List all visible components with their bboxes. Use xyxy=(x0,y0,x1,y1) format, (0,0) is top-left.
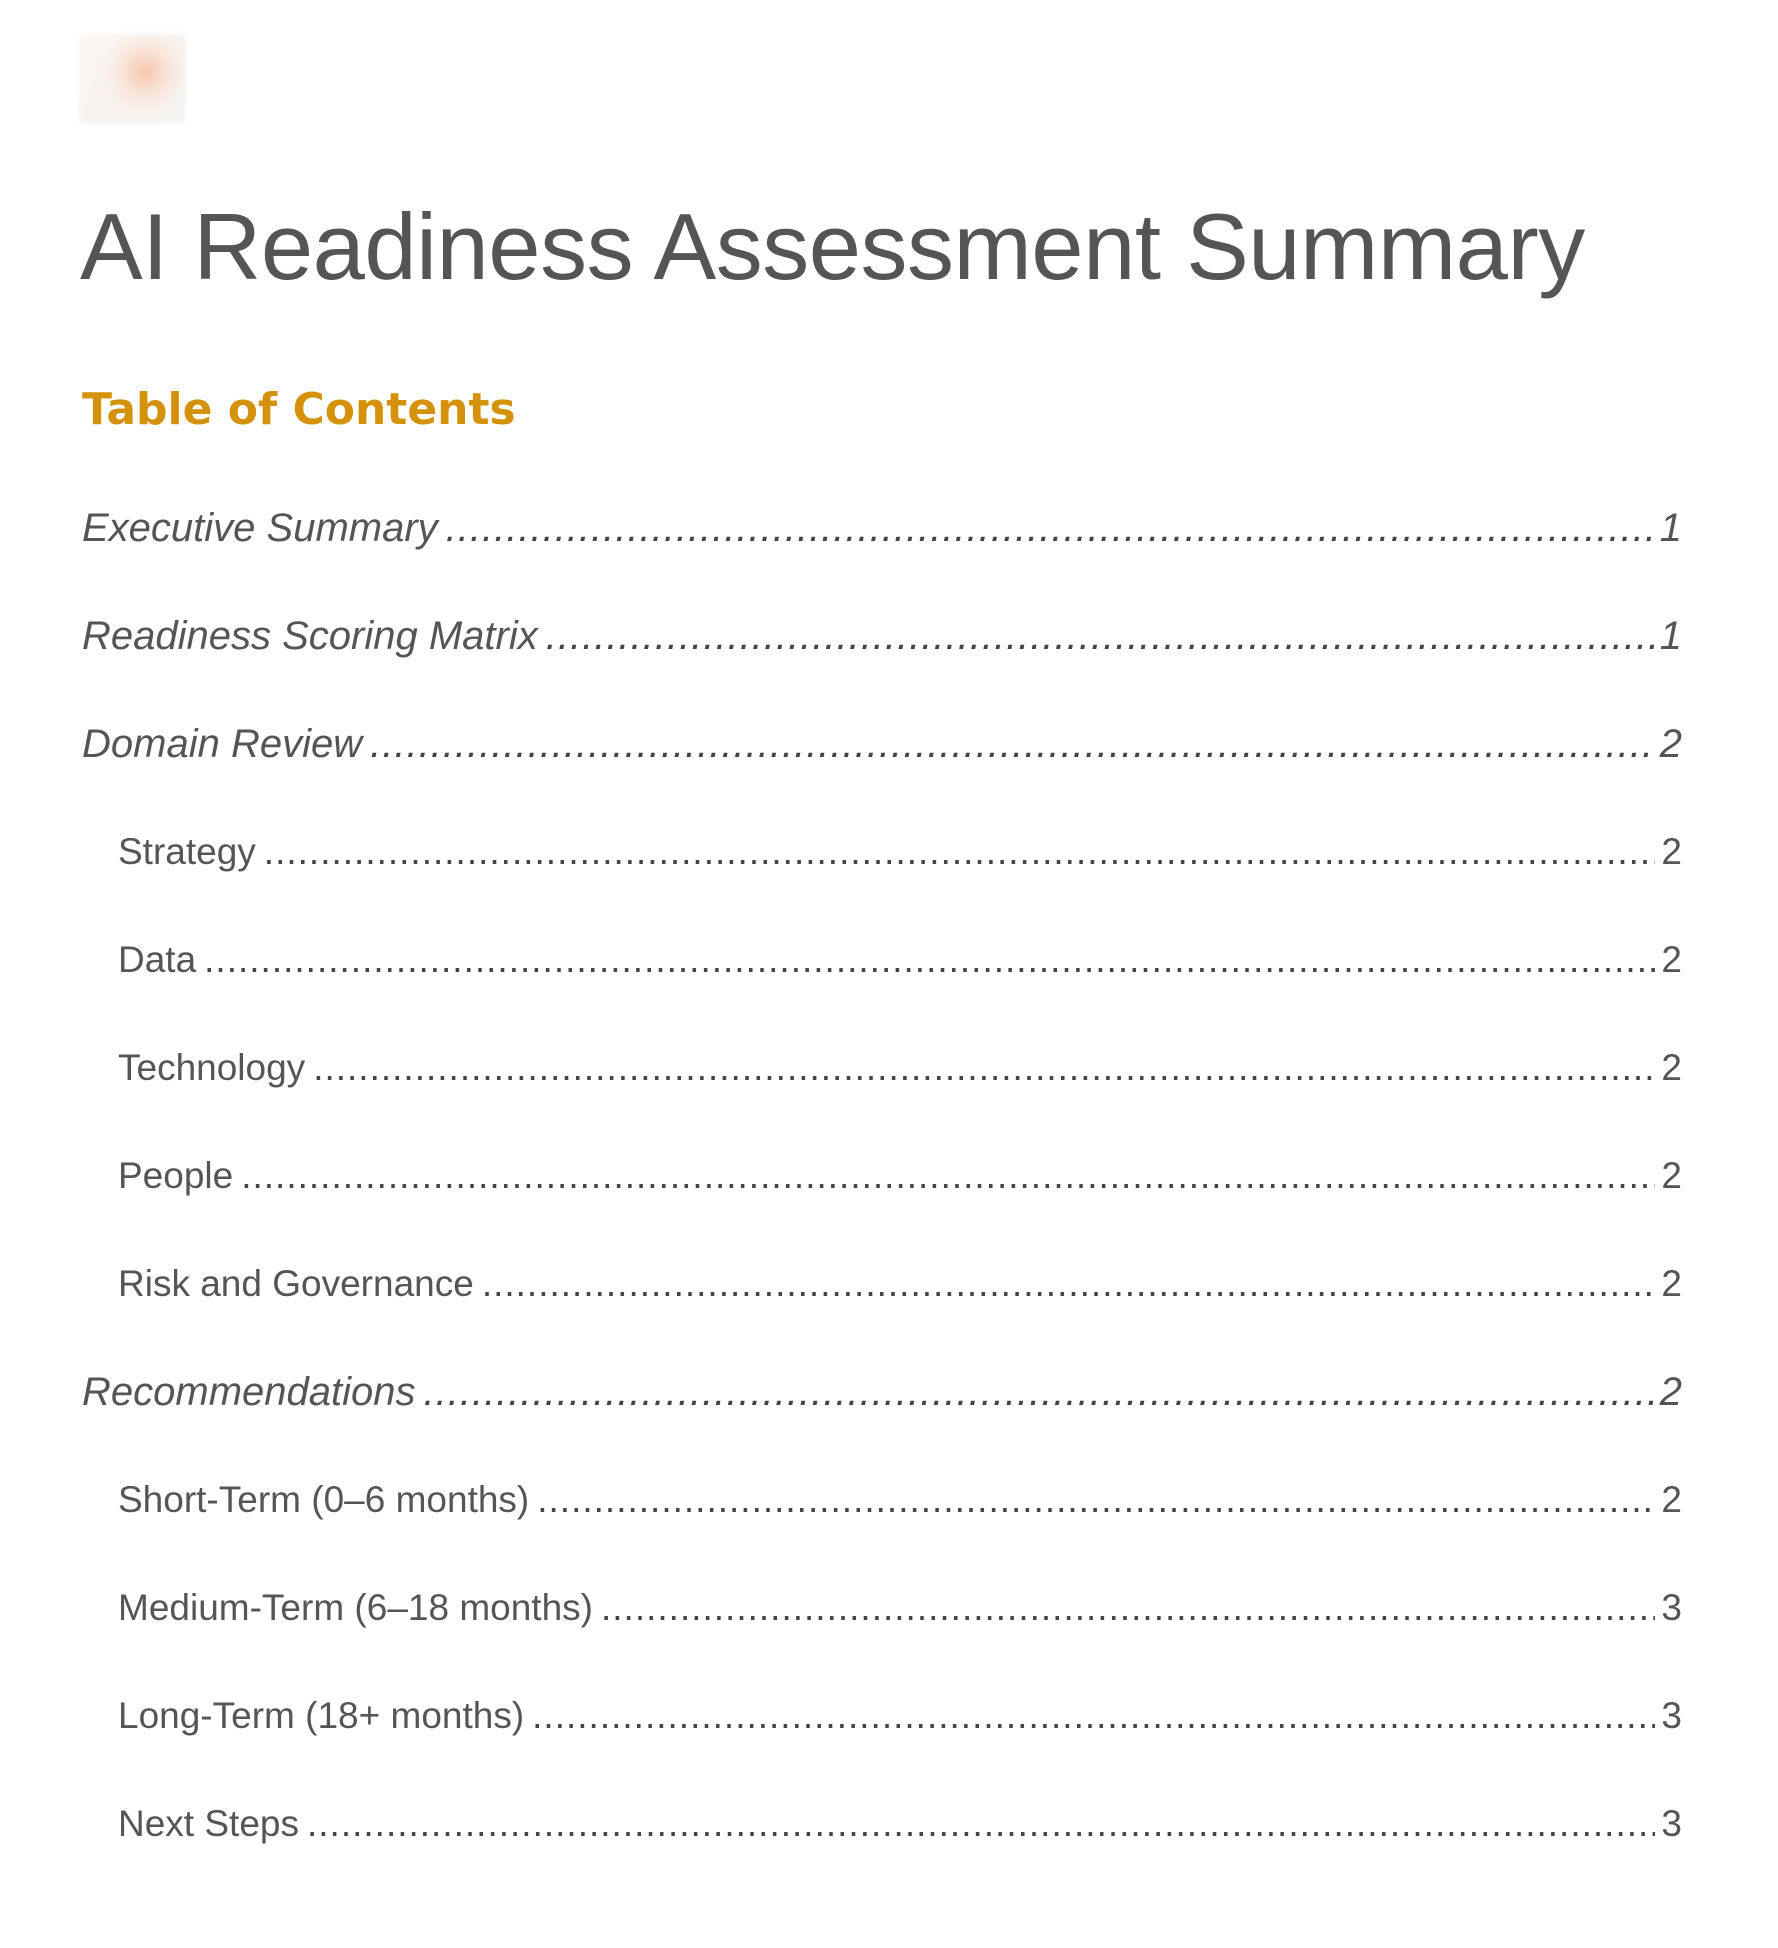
toc-page-number: 2 xyxy=(1661,831,1682,872)
toc-entry-label: Recommendations xyxy=(82,1370,416,1414)
toc-dot-leader xyxy=(532,1688,1655,1744)
toc-entry-data[interactable] xyxy=(82,932,1682,1040)
toc-entry-label: Next Steps xyxy=(118,1803,299,1844)
toc-entry-label: Readiness Scoring Matrix xyxy=(82,614,538,658)
toc-entry-label: People xyxy=(118,1155,234,1196)
toc-entry-short-term[interactable] xyxy=(82,1472,1682,1580)
toc-entry-label: Data xyxy=(118,939,197,980)
toc-dot-leader xyxy=(313,1040,1655,1096)
toc-entry-domain-review[interactable] xyxy=(82,716,1682,824)
toc-dot-leader xyxy=(241,1148,1655,1204)
toc-page-number: 3 xyxy=(1661,1803,1682,1844)
toc-dot-leader xyxy=(537,1472,1655,1528)
toc-page-number: 3 xyxy=(1661,1587,1682,1628)
toc-entry-label: Short-Term (0–6 months) xyxy=(118,1479,530,1520)
toc-page-number: 3 xyxy=(1661,1695,1682,1736)
toc-entry-label: Technology xyxy=(118,1047,306,1088)
toc-entry-label: Medium-Term (6–18 months) xyxy=(118,1587,593,1628)
toc-dot-leader xyxy=(307,1796,1655,1852)
toc-entry-long-term[interactable] xyxy=(82,1688,1682,1796)
table-of-contents xyxy=(82,500,1682,1904)
toc-dot-leader xyxy=(446,500,1654,556)
toc-page-number: 1 xyxy=(1659,506,1682,550)
toc-dot-leader xyxy=(601,1580,1655,1636)
toc-dot-leader xyxy=(370,716,1654,772)
toc-entry-medium-term[interactable] xyxy=(82,1580,1682,1688)
toc-entry-next-steps[interactable] xyxy=(82,1796,1682,1904)
toc-page-number: 2 xyxy=(1661,1263,1682,1304)
document-title: AI Readiness Assessment Summary xyxy=(80,194,1585,299)
toc-entry-label: Domain Review xyxy=(82,722,363,766)
toc-entry-label: Risk and Governance xyxy=(118,1263,474,1304)
toc-entry-readiness-scoring-matrix[interactable] xyxy=(82,608,1682,716)
toc-entry-recommendations[interactable] xyxy=(82,1364,1682,1472)
toc-entry-risk-and-governance[interactable] xyxy=(82,1256,1682,1364)
toc-page-number: 2 xyxy=(1661,1047,1682,1088)
toc-dot-leader xyxy=(424,1364,1654,1420)
toc-entry-label: Long-Term (18+ months) xyxy=(118,1695,525,1736)
toc-page-number: 2 xyxy=(1659,1370,1682,1414)
toc-page-number: 1 xyxy=(1659,614,1682,658)
company-logo-icon xyxy=(78,34,186,124)
toc-dot-leader xyxy=(264,824,1656,880)
toc-dot-leader xyxy=(546,608,1654,664)
toc-entry-technology[interactable] xyxy=(82,1040,1682,1148)
toc-page-number: 2 xyxy=(1661,1479,1682,1520)
toc-page-number: 2 xyxy=(1661,1155,1682,1196)
toc-entry-people[interactable] xyxy=(82,1148,1682,1256)
toc-page-number: 2 xyxy=(1661,939,1682,980)
toc-dot-leader xyxy=(204,932,1655,988)
toc-entry-strategy[interactable] xyxy=(82,824,1682,932)
toc-page-number: 2 xyxy=(1659,722,1682,766)
toc-entry-label: Strategy xyxy=(118,831,256,872)
toc-entry-executive-summary[interactable] xyxy=(82,500,1682,608)
toc-dot-leader xyxy=(482,1256,1656,1312)
toc-entry-label: Executive Summary xyxy=(82,506,438,550)
table-of-contents-heading: Table of Contents xyxy=(82,384,516,435)
